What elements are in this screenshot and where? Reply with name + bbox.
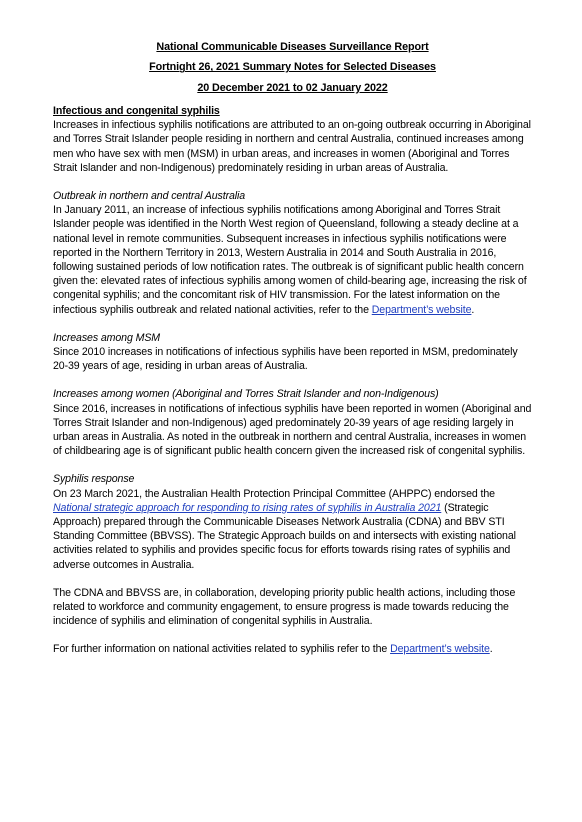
report-subtitle: Fortnight 26, 2021 Summary Notes for Selected Diseases <box>149 61 436 74</box>
further-info-end: . <box>489 643 493 656</box>
outbreak-text: In January 2011, an increase of infectious syphilis notifications among Aboriginal and Torres Strait Islander people was identified in the North West region of Queensland, following a steady decline at a national level in remote communities. Subsequent increases in infectious syphilis notifications were reported in the Northern Territory in 2013, Western Australia in 2014 and South Australia in 2016, following sustained periods of low notification rates. The outbreak is of significant public health concern given the: elevated rates of infectious syphilis among women of child-bearing age, increasing the risk of congenital syphilis; and the concomitant risk of HIV transmission. For the latest information on the infectious syphilis outbreak and related national activities, refer to the <box>53 204 527 316</box>
paragraph-cdna: The CDNA and BBVSS are, in collaboration, developing priority public health actions, including those related to workforce and community engagement, to ensure progress is made towards reducing the incidence of syphilis and elimination of congenital syphilis in Australia. <box>53 586 516 628</box>
section-body-response <box>53 487 532 572</box>
paragraph-further-info <box>53 642 532 656</box>
section-heading-msm: Increases among MSM <box>53 331 161 344</box>
section-body-outbreak <box>53 203 532 317</box>
outbreak-text-end: . <box>471 303 475 316</box>
response-text-pre: On 23 March 2021, the Australian Health Protection Principal Committee (AHPPC) endorsed the <box>53 487 495 500</box>
department-website-link-2[interactable]: Department’s website <box>390 643 490 656</box>
section-body-syphilis: Increases in infectious syphilis notifications are attributed to an on-going outbreak occurring in Aboriginal and Torres Strait Islander people residing in northern and central Australia, continued increases among men who have sex with men (MSM) in urban areas, and increases in women (Aboriginal and Torres Strait Islander and non-Indigenous) predominately residing in urban areas of Australia. <box>53 119 531 174</box>
section-heading-outbreak: Outbreak in northern and central Australia <box>53 190 246 202</box>
strategic-approach-link[interactable]: National strategic approach for responding to rising rates of syphilis in Australia 2021 <box>53 501 442 514</box>
section-heading-syphilis: Infectious and congenital syphilis <box>53 104 220 117</box>
report-date-range: 20 December 2021 to 02 January 2022 <box>197 81 388 94</box>
section-body-women: Since 2016, increases in notifications of infectious syphilis have been reported in women (Aboriginal and Torres Strait Islander and non-Indigenous) aged predominately 20-39 years of age residing largely in urban areas in Australia. As noted in the outbreak in northern and central Australia, increases in women of childbearing age is of significant public health concern given the increased risk of congenital syphilis. <box>53 402 532 458</box>
section-body-msm: Since 2010 increases in notifications of infectious syphilis have been reported in MSM, predominately 20-39 years of age, residing in urban areas of Australia. <box>53 346 518 373</box>
report-title: National Communicable Diseases Surveillance Report <box>156 41 429 53</box>
response-text-post: (Strategic Approach) prepared through the Communicable Diseases Network Australia (CDNA) and BBV STI Standing Committee (BBVSS). The Strategic Approach builds on and intersects with existing national activities related to syphilis and provides specific focus for efforts towards rising rates of syphilis and adverse outcomes in Australia. <box>53 501 516 571</box>
department-website-link-1[interactable]: Department’s website <box>371 303 472 316</box>
section-heading-women: Increases among women (Aboriginal and Torres Strait Islander and non-Indigenous) <box>53 388 439 401</box>
further-info-text: For further information on national activities related to syphilis refer to the <box>53 643 391 656</box>
section-heading-response: Syphilis response <box>53 473 135 486</box>
